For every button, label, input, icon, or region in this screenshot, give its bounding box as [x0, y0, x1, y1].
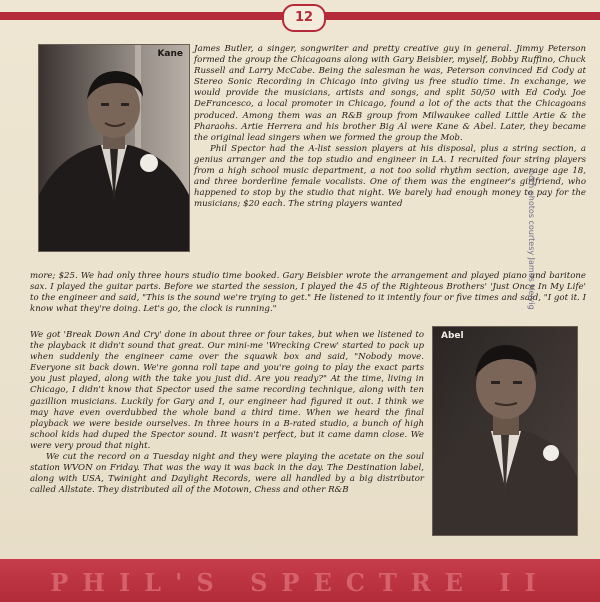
article-text-bottom [30, 330, 424, 496]
abel-portrait-illustration [433, 327, 577, 535]
abel-caption: Abel [441, 331, 464, 341]
article-paragraph-2-mid: more; $25. We had only three hours studio time booked. Gary Beisbier wrote the arrangement and played piano and baritone sax. I played the guitar parts. Before we started the session, I played the 45 of the Righteous Brothers' 'Just Once In My Life' to the engineer and said, "This is the sound we're trying to get." He listened to it intently four or five times and said, "I got it. I know what they're doing. Let's go, the clock is running." [30, 271, 586, 315]
kane-photo [38, 44, 190, 252]
article-paragraph-1: James Butler, a singer, songwriter and pretty creative guy in general. Jimmy Peterson formed the group the Chicagoans along with Gary Beisbier, myself, Bobby Ruffino, Chuck Russell and Larry McCabe. Being the salesman he was, Peterson convinced Ed Cody at Stereo Sonic Recording in Chicago into giving us free studio time. In exchange, we would provide the musicians, artists and songs, and split 50/50 with Ed Cody. Joe DeFrancesco, a local promoter in Chicago, found a lot of the acts that the Chicagoans produced. Among them was an R&B group from Milwaukee called Little Artie & the Pharaohs. Artie Herrera and his brother Big Al were Kane & Abel. Later, they became the original lead singers when we formed the group the Mob. [194, 44, 586, 143]
kane-caption: Kane [157, 49, 183, 59]
page-number-badge: 12 [282, 4, 326, 32]
article-text-fullwidth [30, 271, 586, 315]
article-paragraph-3: We cut the record on a Tuesday night and they were playing the acetate on the soul station WVON on Friday. That was the way it was back in the day. The Destination label, along with USA, Twinight and Daylight Records, were all handled by a big distributor called Allstate. They distributed all of the Motown, Chess and other R&B [30, 452, 424, 496]
footer-title: PHIL'S SPECTRE II [50, 568, 550, 597]
abel-photo [432, 326, 578, 536]
footer-band [0, 559, 600, 602]
photo-credit: both photos courtesy James Helvig [527, 170, 536, 310]
article-paragraph-2-end: We got 'Break Down And Cry' done in about three or four takes, but when we listened to the playback it didn't sound that great. Our mini-me 'Wrecking Crew' started to pack up when suddenly the engineer came over the squawk box and said, "Nobody move. Everyone sit back down. We're gonna roll tape and you're going to play the exact parts you just played, along with the take you just did. Are you ready?" At the time, living in Chicago, I didn't know that Spector used the same recording technique, along with ten gazillion musicians. Luckily for Gary and I, our engineer had figured it out. I think we may have even overdubbed the whole band a third time. When we heard the final playback we were beside ourselves. In three hours in a B-rated studio, a bunch of high school kids had duped the Spector sound. It wasn't perfect, but it came damn close. We were very proud that night. [30, 330, 424, 451]
article-paragraph-2-start: Phil Spector had the A-list session players at his disposal, plus a string section, a genius arranger and the top studio and engineer in LA. I recruited four string players from a high school music department, a not too solid rhythm section, average age 18, and three borderline female vocalists. One of them was the engineer's girlfriend, who happened to stop by the studio that night. We barely had enough money to pay for the musicians; $20 each. The string players wanted [194, 143, 586, 210]
kane-portrait-illustration [39, 45, 189, 251]
